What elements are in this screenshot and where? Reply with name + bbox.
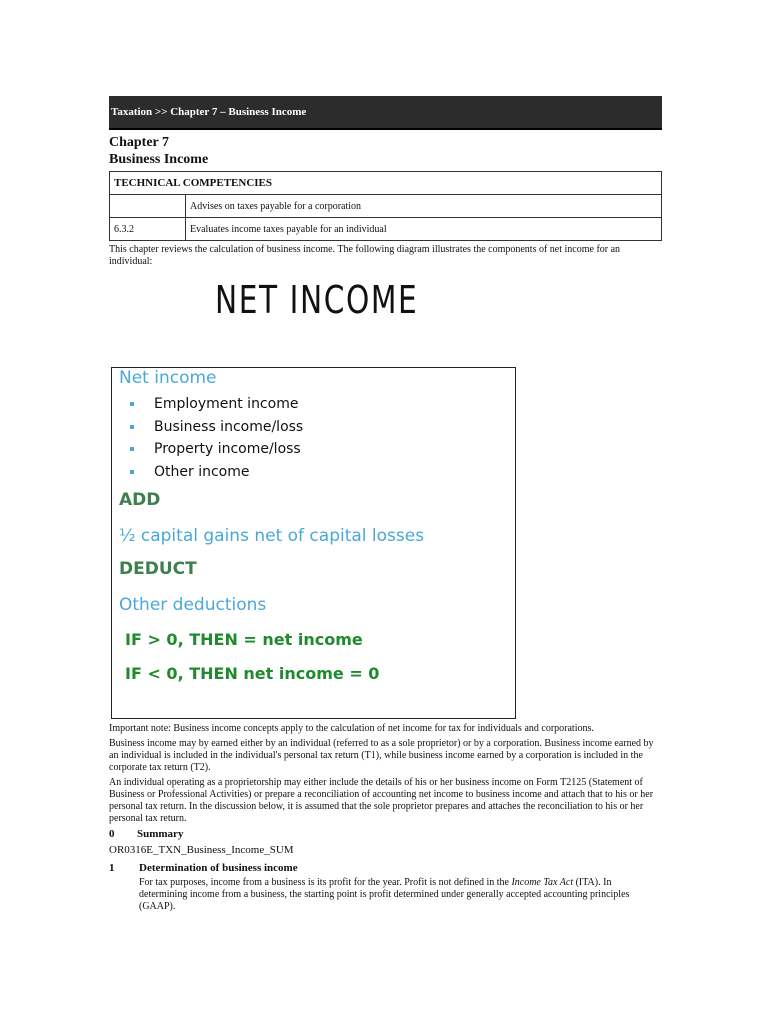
capital-gains-label: ½ capital gains net of capital losses	[119, 526, 425, 546]
competencies-heading: TECHNICAL COMPETENCIES	[110, 172, 662, 195]
competency-code: 6.3.2	[110, 218, 186, 241]
body-text	[109, 723, 662, 916]
paragraph: Business income may by earned either by an individual (referred to as a sole proprietor) or by a corporation. Business income earned by an individual is included in the individual's personal tax return (T1), while business income earned by a corporation is included in the corporate tax return (T2).	[109, 738, 654, 773]
section-title: Determination of business income	[139, 862, 298, 874]
chapter-number: Chapter 7	[109, 135, 170, 150]
list-item-label: Business income/loss	[154, 418, 304, 435]
add-label: ADD	[119, 490, 161, 510]
summary-code: OR0316E_TXN_Business_Income_SUM	[109, 844, 294, 856]
intro-paragraph: This chapter reviews the calculation of business income. The following diagram illustrates the components of net income for an individual:	[109, 244, 621, 267]
net-income-diagram	[111, 367, 516, 719]
income-list	[130, 393, 303, 483]
section-heading	[109, 862, 662, 874]
rule-positive: IF > 0, THEN = net income	[125, 630, 363, 649]
important-note: Important note: Business income concepts apply to the calculation of net income for tax for individuals and corporations.	[109, 723, 594, 734]
section-number: 1	[109, 862, 115, 874]
competency-code	[110, 195, 186, 218]
breadcrumb: Taxation >> Chapter 7 – Business Income	[111, 106, 307, 118]
list-item-label: Employment income	[154, 396, 299, 413]
list-item-label: Property income/loss	[154, 441, 301, 458]
chapter-title: Business Income	[109, 152, 209, 167]
section-title: Summary	[137, 828, 184, 840]
document-page	[109, 96, 662, 268]
list-item	[130, 393, 303, 416]
bullet-icon	[130, 470, 134, 474]
list-item	[130, 461, 303, 484]
list-item-label: Other income	[154, 463, 250, 480]
act-name: Income Tax Act	[511, 877, 574, 888]
bullet-icon	[130, 402, 134, 406]
rule-negative: IF < 0, THEN net income = 0	[125, 664, 380, 683]
other-deductions-label: Other deductions	[119, 595, 267, 615]
net-income-label: Net income	[119, 368, 217, 388]
bullet-icon	[130, 447, 134, 451]
table-row	[110, 195, 662, 218]
list-item	[130, 438, 303, 461]
section-number: 0	[109, 828, 115, 840]
paragraph: An individual operating as a proprietorship may either include the details of his or her business income on Form T2125 (Statement of Business or Professional Activities) or prepare a reconciliation of accounting net income to business income and attach that to his or her personal tax return. In the discussion below, it is assumed that the sole proprietor prepares and attaches the reconciliation to his or her personal tax return.	[109, 777, 654, 824]
competency-text: Evaluates income taxes payable for an individual	[186, 218, 662, 241]
breadcrumb-bar	[109, 96, 662, 130]
deduct-label: DEDUCT	[119, 559, 197, 579]
section-heading-summary	[109, 828, 662, 840]
table-row	[110, 218, 662, 241]
table-header-row	[110, 172, 662, 195]
text-run: (ITA). In determining income from a business, the starting point is profit determined under generally accepted accounting principles (GAAP).	[139, 877, 630, 912]
text-run: For tax purposes, income from a business is its profit for the year. Profit is not defined in the	[139, 877, 512, 888]
section-paragraph	[139, 877, 662, 913]
list-item	[130, 416, 303, 439]
competencies-table	[109, 171, 662, 241]
competency-text: Advises on taxes payable for a corporation	[186, 195, 662, 218]
net-income-heading: NET INCOME	[215, 278, 419, 322]
bullet-icon	[130, 425, 134, 429]
